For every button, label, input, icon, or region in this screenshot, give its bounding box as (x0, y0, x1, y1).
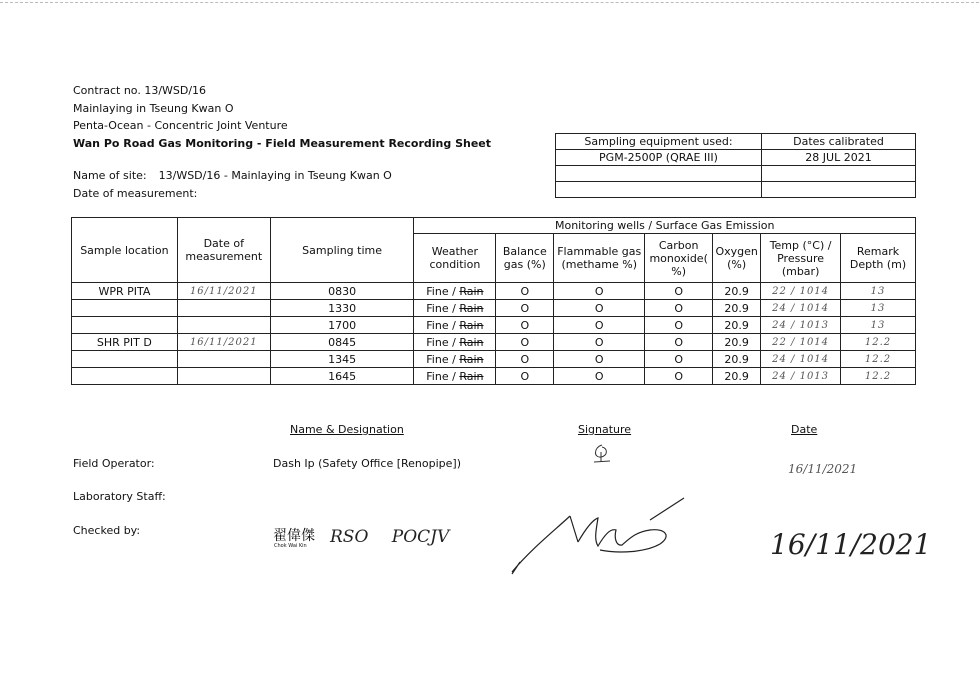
cell-co: O (645, 317, 713, 334)
cell-date: 16/11/2021 (177, 334, 270, 351)
cell-time: 0845 (270, 334, 414, 351)
document-header (73, 82, 491, 152)
equipment-blank-cell (762, 182, 916, 198)
cell-temp-pressure: 22 / 1014 (761, 283, 841, 300)
header-oxygen: Oxygen (%) (713, 234, 761, 283)
cell-location (72, 368, 178, 385)
checked-by-date: 16/11/2021 (770, 528, 932, 561)
table-row (72, 300, 916, 317)
table-row (72, 334, 916, 351)
cell-oxygen: 20.9 (713, 283, 761, 300)
checked-by-english-name: Chok Wai Kin (274, 543, 307, 549)
table-row (72, 368, 916, 385)
project-name: Mainlaying in Tseung Kwan O (73, 101, 234, 115)
name-designation-heading: Name & Designation (290, 423, 404, 436)
weather-rain-struck: Rain (459, 352, 484, 366)
weather-rain-struck: Rain (459, 369, 484, 383)
equipment-blank-cell (556, 182, 762, 198)
signature-heading: Signature (578, 423, 632, 436)
header-remark-depth: Remark Depth (m) (841, 234, 916, 283)
field-operator-date: 16/11/2021 (788, 462, 858, 476)
cell-flammable: O (554, 317, 645, 334)
cell-weather (414, 351, 496, 368)
site-info (73, 167, 392, 202)
measurement-table (71, 217, 916, 385)
header-balance-gas: Balance gas (%) (496, 234, 554, 283)
field-operator-name: Dash Ip (Safety Office [Renopipe]) (273, 457, 461, 470)
cell-remark: 12.2 (841, 368, 916, 385)
cell-time: 0830 (270, 283, 414, 300)
cell-remark: 13 (841, 300, 916, 317)
cell-location: WPR PITA (72, 283, 178, 300)
table-row (72, 351, 916, 368)
weather-fine: Fine / (426, 284, 460, 298)
cell-date: 16/11/2021 (177, 283, 270, 300)
equipment-blank-cell (762, 166, 916, 182)
sheet-title: Wan Po Road Gas Monitoring - Field Measurement Recording Sheet (73, 136, 491, 150)
contract-number: Contract no. 13/WSD/16 (73, 84, 207, 97)
cell-location (72, 300, 178, 317)
cell-date (177, 351, 270, 368)
cell-weather (414, 368, 496, 385)
weather-rain-struck: Rain (459, 318, 484, 332)
header-monitoring-group: Monitoring wells / Surface Gas Emission (414, 218, 916, 234)
cell-oxygen: 20.9 (713, 317, 761, 334)
equipment-header: Sampling equipment used: (556, 134, 762, 150)
date-heading: Date (791, 423, 818, 436)
cell-location (72, 317, 178, 334)
site-name-value: 13/WSD/16 - Mainlaying in Tseung Kwan O (158, 169, 392, 182)
checked-by-role: RSO POCJV (330, 527, 450, 547)
cell-balance: O (496, 300, 554, 317)
cell-balance: O (496, 283, 554, 300)
cell-balance: O (496, 317, 554, 334)
weather-rain-struck: Rain (459, 301, 484, 315)
measurement-date-label: Date of measurement: (73, 186, 198, 200)
cell-balance: O (496, 334, 554, 351)
equipment-table (555, 133, 916, 198)
cell-flammable: O (554, 368, 645, 385)
cell-weather (414, 300, 496, 317)
cell-temp-pressure: 24 / 1013 (761, 368, 841, 385)
cell-co: O (645, 334, 713, 351)
cell-remark: 13 (841, 283, 916, 300)
cell-remark: 12.2 (841, 334, 916, 351)
cell-temp-pressure: 22 / 1014 (761, 334, 841, 351)
cell-co: O (645, 368, 713, 385)
cell-flammable: O (554, 300, 645, 317)
cell-balance: O (496, 351, 554, 368)
calibration-header: Dates calibrated (762, 134, 916, 150)
site-name-label: Name of site: (73, 169, 147, 182)
weather-fine: Fine / (426, 352, 460, 366)
cell-balance: O (496, 368, 554, 385)
header-weather: Weather condition (414, 234, 496, 283)
contractor-name: Penta-Ocean - Concentric Joint Venture (73, 119, 288, 132)
cell-flammable: O (554, 334, 645, 351)
checked-by-chinese-name: 翟偉傑 (273, 528, 315, 544)
cell-temp-pressure: 24 / 1014 (761, 351, 841, 368)
weather-rain-struck: Rain (459, 284, 484, 298)
cell-weather (414, 334, 496, 351)
checked-by-label: Checked by: (73, 524, 141, 537)
checked-by-signature (500, 490, 690, 580)
equipment-value: PGM-2500P (QRAE III) (556, 150, 762, 166)
header-date-of-measurement: Date of measurement (177, 218, 270, 283)
header-sampling-time: Sampling time (270, 218, 414, 283)
cell-date (177, 300, 270, 317)
weather-fine: Fine / (426, 318, 460, 332)
scan-top-edge (0, 2, 979, 3)
cell-date (177, 317, 270, 334)
weather-rain-struck: Rain (459, 335, 484, 349)
calibration-value: 28 JUL 2021 (762, 150, 916, 166)
cell-remark: 13 (841, 317, 916, 334)
cell-co: O (645, 351, 713, 368)
weather-fine: Fine / (426, 335, 460, 349)
cell-temp-pressure: 24 / 1013 (761, 317, 841, 334)
cell-co: O (645, 283, 713, 300)
cell-time: 1345 (270, 351, 414, 368)
cell-location: SHR PIT D (72, 334, 178, 351)
cell-location (72, 351, 178, 368)
field-operator-label: Field Operator: (73, 457, 155, 470)
weather-fine: Fine / (426, 369, 460, 383)
lab-staff-label: Laboratory Staff: (73, 490, 166, 503)
cell-oxygen: 20.9 (713, 368, 761, 385)
header-flammable-gas: Flammable gas (methame %) (554, 234, 645, 283)
field-operator-signature (588, 442, 616, 464)
cell-remark: 12.2 (841, 351, 916, 368)
cell-co: O (645, 300, 713, 317)
header-sample-location: Sample location (72, 218, 178, 283)
cell-oxygen: 20.9 (713, 334, 761, 351)
cell-date (177, 368, 270, 385)
cell-oxygen: 20.9 (713, 351, 761, 368)
weather-fine: Fine / (426, 301, 460, 315)
cell-weather (414, 283, 496, 300)
cell-flammable: O (554, 351, 645, 368)
cell-time: 1700 (270, 317, 414, 334)
table-row (72, 317, 916, 334)
cell-weather (414, 317, 496, 334)
table-row (72, 283, 916, 300)
cell-oxygen: 20.9 (713, 300, 761, 317)
cell-flammable: O (554, 283, 645, 300)
equipment-blank-cell (556, 166, 762, 182)
header-temp-pressure: Temp (°C) / Pressure (mbar) (761, 234, 841, 283)
header-carbon-monoxide: Carbon monoxide( %) (645, 234, 713, 283)
cell-temp-pressure: 24 / 1014 (761, 300, 841, 317)
cell-time: 1645 (270, 368, 414, 385)
cell-time: 1330 (270, 300, 414, 317)
